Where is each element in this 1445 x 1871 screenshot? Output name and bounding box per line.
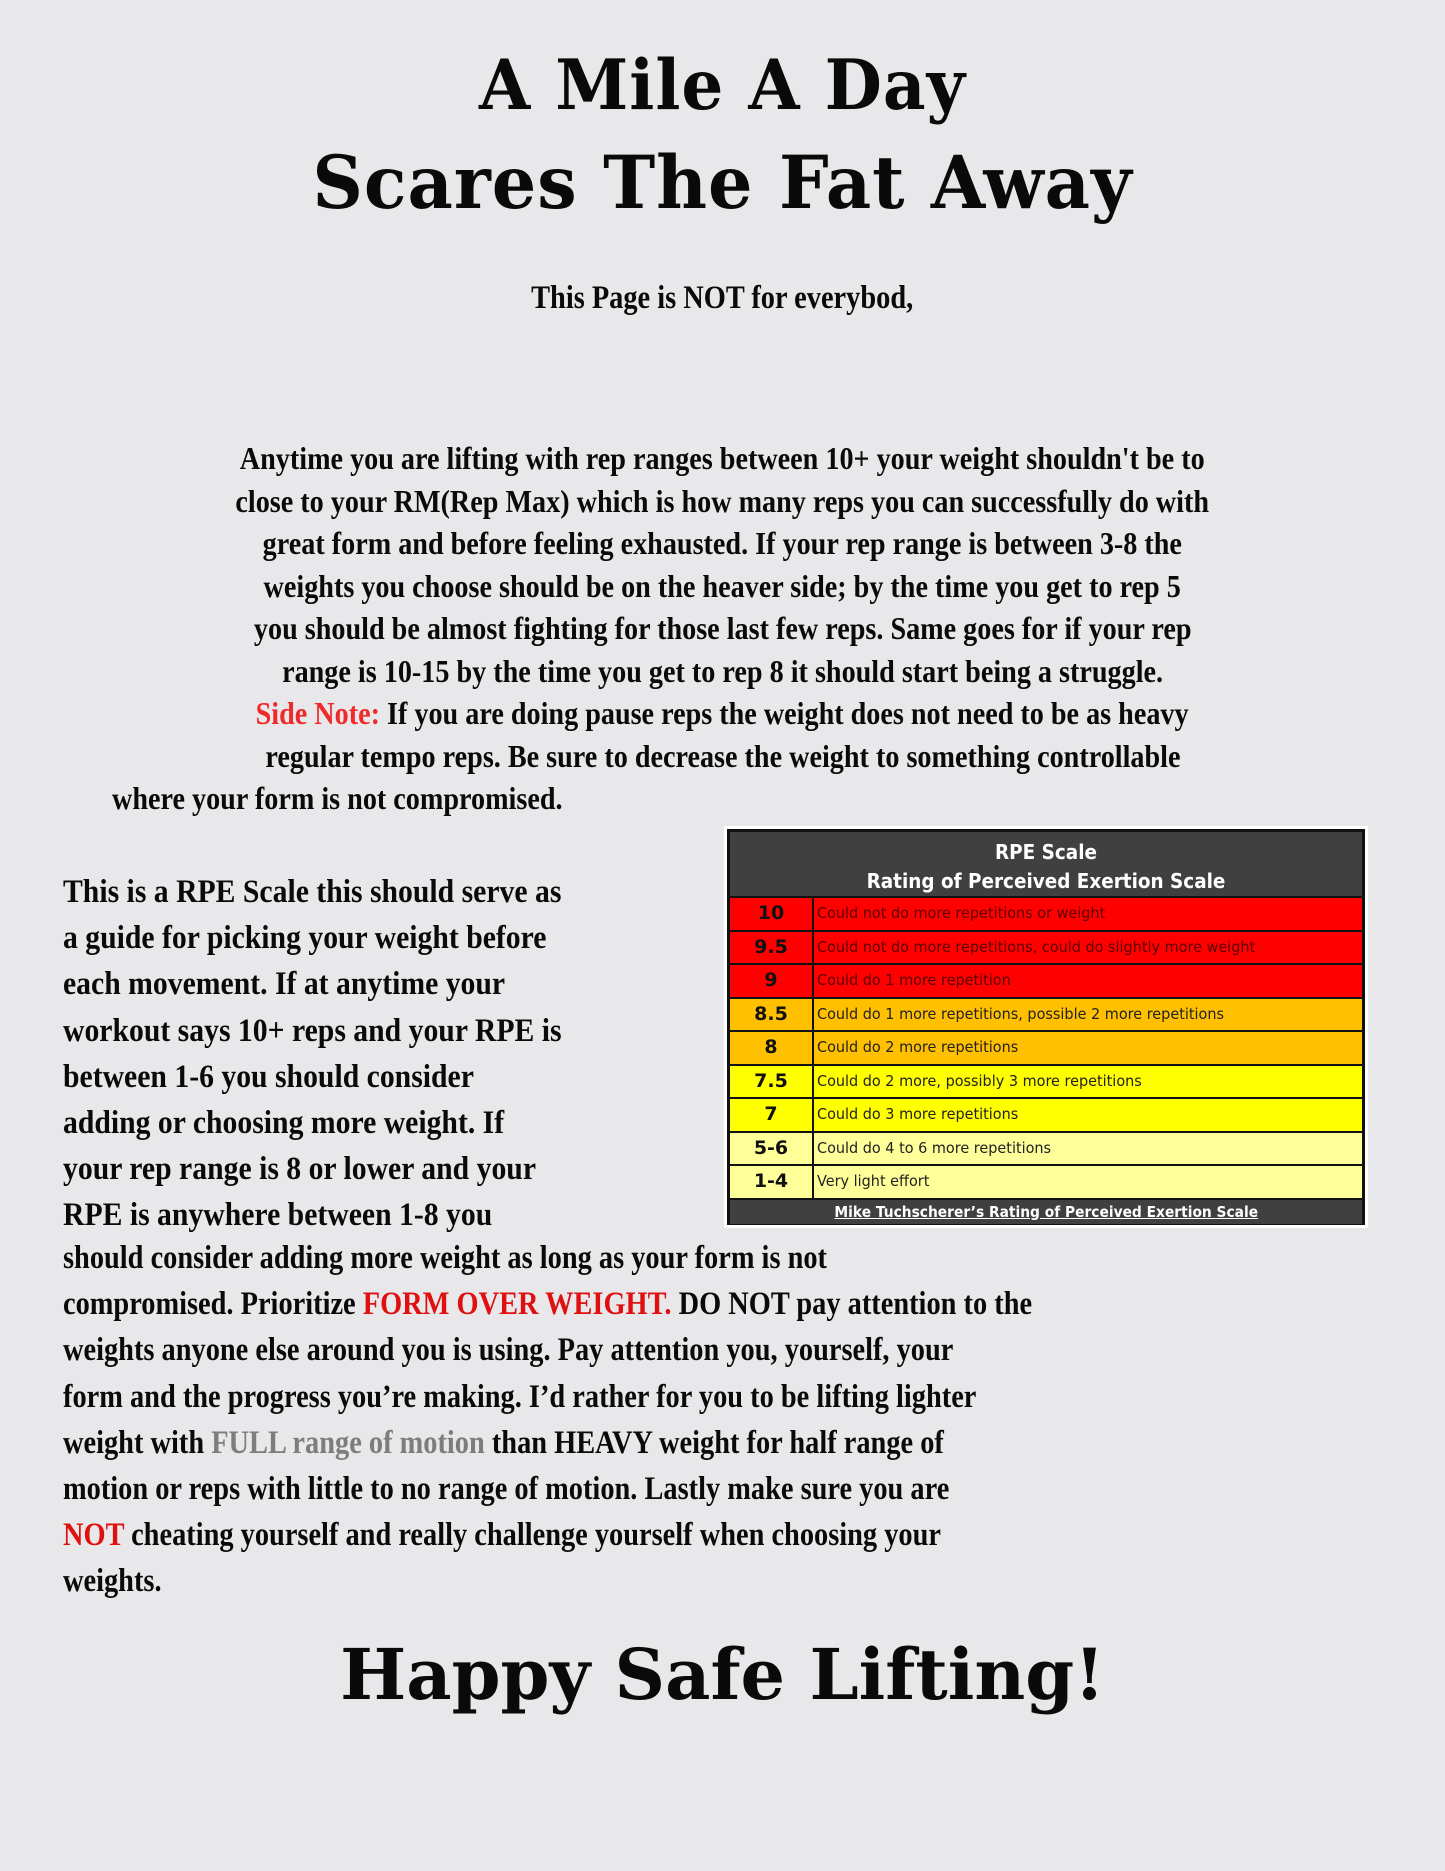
continuation-line xyxy=(63,1466,1383,1512)
continuation-line xyxy=(63,1235,1383,1281)
continuation-line xyxy=(63,1512,1383,1558)
rpe-value: 9.5 xyxy=(730,932,812,964)
intro-line xyxy=(70,480,1375,523)
continuation-text: motion or reps with little to no range of motion. Lastly make sure you are xyxy=(63,1470,950,1507)
rpe-description-cell xyxy=(814,1066,1362,1098)
continuation-line xyxy=(63,1420,1383,1466)
rpe-description: Could do 4 to 6 more repetitions xyxy=(817,1138,1052,1157)
rpe-description-cell xyxy=(814,999,1362,1031)
page-title-line-2: Scares The Fat Away xyxy=(312,138,1133,227)
continuation-text: should consider adding more weight as long as your form is not xyxy=(63,1240,828,1276)
continuation-line xyxy=(63,1281,1383,1327)
continuation-text: form and the progress you’re making. I’d rather for you to be lifting lighter xyxy=(63,1378,977,1415)
rpe-description: Could not do more repetitions, could do slightly more weight xyxy=(817,937,1256,956)
intro-line xyxy=(70,522,1375,565)
side-note-line xyxy=(70,777,1375,820)
continuation-line xyxy=(63,1558,1383,1604)
rpe-description: Could not do more repetitions or weight xyxy=(817,904,1106,922)
rpe-explanation-text: your rep range is 8 or lower and your xyxy=(63,1151,537,1188)
rpe-row xyxy=(730,1066,1362,1098)
continuation-line xyxy=(63,1327,1383,1373)
rpe-explanation-line xyxy=(63,961,723,1007)
rpe-value: 8.5 xyxy=(730,999,812,1031)
intro-line xyxy=(70,650,1375,693)
intro-paragraph xyxy=(70,437,1375,820)
rpe-value: 7 xyxy=(730,1099,812,1131)
rpe-explanation-paragraph xyxy=(63,869,723,1239)
side-note-text: where your form is not compromised. xyxy=(112,780,563,816)
intro-line-text: close to your RM(Rep Max) which is how many reps you can successfully do with xyxy=(235,482,1210,519)
rpe-description-cell xyxy=(814,1133,1362,1165)
rpe-explanation-text: each movement. If at anytime your xyxy=(63,966,506,1003)
rpe-description: Very light effort xyxy=(817,1172,930,1190)
continuation-text: cheating yourself and really challenge yourself when choosing your xyxy=(123,1517,941,1554)
continuation-line xyxy=(63,1374,1383,1420)
rpe-description-cell xyxy=(814,1099,1362,1131)
rpe-table-header xyxy=(730,832,1362,896)
side-note-line xyxy=(70,692,1375,735)
rpe-explanation-line xyxy=(63,915,723,961)
rpe-description: Could do 1 more repetition xyxy=(817,971,1011,989)
rpe-explanation-line xyxy=(63,1146,723,1192)
intro-line-text: you should be almost fighting for those last few reps. Same goes for if your rep xyxy=(253,610,1192,646)
rpe-explanation-text: a guide for picking your weight before xyxy=(63,920,547,957)
continuation-text: weights. xyxy=(63,1563,162,1600)
rpe-description: Could do 3 more repetitions xyxy=(817,1105,1019,1123)
rpe-explanation-text: between 1-6 you should consider xyxy=(63,1058,474,1095)
form-over-weight-highlight: FORM OVER WEIGHT. xyxy=(362,1286,672,1323)
rpe-row xyxy=(730,965,1362,997)
rpe-description-cell xyxy=(814,932,1362,964)
rpe-row xyxy=(730,1166,1362,1198)
page-subtitle xyxy=(0,280,1445,317)
rpe-value: 1-4 xyxy=(730,1166,812,1198)
subtitle-text: This Page is NOT for everybod, xyxy=(531,280,914,316)
rpe-row xyxy=(730,1032,1362,1064)
rpe-explanation-text: RPE is anywhere between 1-8 you xyxy=(63,1197,493,1234)
closing-heading: Happy Safe Lifting! xyxy=(340,1633,1105,1716)
rpe-value: 5-6 xyxy=(730,1133,812,1165)
rpe-row xyxy=(730,932,1362,964)
rpe-table-subtitle: Rating of Perceived Exertion Scale xyxy=(866,869,1226,893)
intro-line-text: weights you choose should be on the heaver side; by the time you get to rep 5 xyxy=(263,567,1182,604)
rpe-scale-table xyxy=(724,826,1368,1228)
rpe-description-cell xyxy=(814,898,1362,930)
intro-line xyxy=(70,437,1375,480)
rpe-row xyxy=(730,1099,1362,1131)
intro-line-text: great form and before feeling exhausted. If your rep range is between 3-8 the xyxy=(262,525,1183,561)
rpe-description-cell xyxy=(814,965,1362,997)
rpe-row xyxy=(730,898,1362,930)
rpe-table-footer-text: Mike Tuchscherer’s Rating of Perceived Exertion Scale xyxy=(834,1202,1258,1221)
continuation-text: weights anyone else around you is using. Pay attention you, yourself, your xyxy=(63,1332,954,1369)
intro-line xyxy=(70,607,1375,650)
rpe-table-body xyxy=(727,829,1365,1225)
continuation-text: than HEAVY weight for half range of xyxy=(484,1424,944,1461)
rpe-explanation-text: adding or choosing more weight. If xyxy=(63,1104,505,1141)
intro-line xyxy=(70,565,1375,608)
rpe-description-cell xyxy=(814,1166,1362,1198)
intro-line-text: Anytime you are lifting with rep ranges between 10+ your weight shouldn't be to xyxy=(240,440,1205,476)
rpe-value: 8 xyxy=(730,1032,812,1064)
rpe-value: 9 xyxy=(730,965,812,997)
rpe-explanation-line xyxy=(63,1192,723,1238)
rpe-description: Could do 2 more, possibly 3 more repetitions xyxy=(817,1071,1142,1090)
rpe-row xyxy=(730,999,1362,1031)
rpe-description-cell xyxy=(814,1032,1362,1064)
side-note-line xyxy=(70,735,1375,778)
rpe-description: Could do 2 more repetitions xyxy=(817,1038,1019,1056)
side-note-text: regular tempo reps. Be sure to decrease the weight to something controllable xyxy=(264,737,1181,774)
continuation-text: DO NOT pay attention to the xyxy=(671,1286,1033,1323)
intro-line-text: range is 10-15 by the time you get to rep 8 it should start being a struggle. xyxy=(281,652,1163,689)
rpe-explanation-line xyxy=(63,1008,723,1054)
rpe-explanation-line xyxy=(63,1100,723,1146)
rpe-table-title: RPE Scale xyxy=(994,840,1097,864)
side-note-label: Side Note: xyxy=(256,695,381,731)
rpe-value: 7.5 xyxy=(730,1066,812,1098)
rpe-row xyxy=(730,1133,1362,1165)
rpe-description: Could do 1 more repetitions, possible 2 more repetitions xyxy=(817,1004,1224,1023)
continuation-text: compromised. Prioritize xyxy=(63,1286,363,1323)
continuation-paragraph xyxy=(63,1235,1383,1605)
rpe-explanation-text: This is a RPE Scale this should serve as xyxy=(63,874,562,910)
rpe-explanation-line xyxy=(63,869,723,915)
full-range-highlight: FULL range of motion xyxy=(211,1424,485,1461)
rpe-explanation-line xyxy=(63,1054,723,1100)
page-title-line-1: A Mile A Day xyxy=(479,44,966,126)
not-highlight: NOT xyxy=(63,1517,124,1554)
rpe-value: 10 xyxy=(730,898,812,930)
rpe-table-rows xyxy=(730,896,1362,1198)
rpe-explanation-text: workout says 10+ reps and your RPE is xyxy=(63,1012,562,1049)
continuation-text: weight with xyxy=(63,1424,212,1461)
rpe-table-footer xyxy=(730,1200,1362,1224)
side-note-text: If you are doing pause reps the weight does not need to be as heavy xyxy=(380,695,1189,731)
